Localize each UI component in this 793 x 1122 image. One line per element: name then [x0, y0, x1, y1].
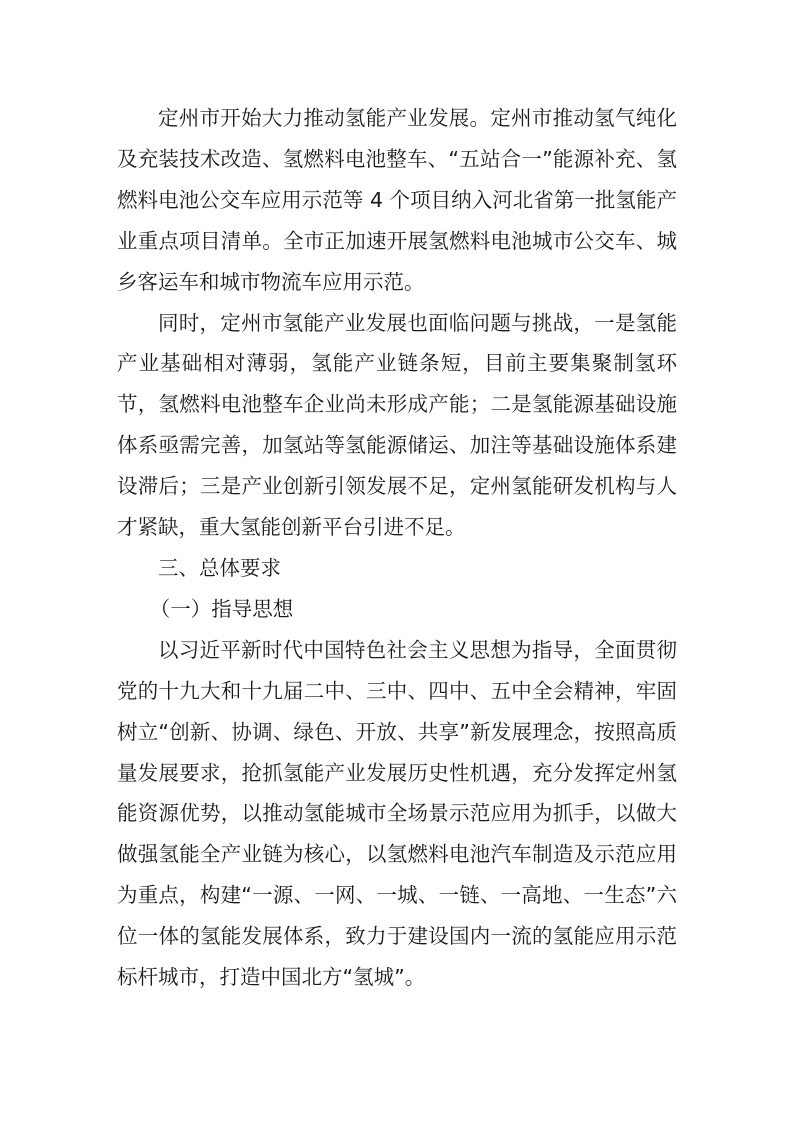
paragraph-hydrogen-development: 定州市开始大力推动氢能产业发展。定州市推动氢气纯化及充装技术改造、氢燃料电池整车、“五站合一”能源补充、氢燃料电池公交车应用示范等 4 个项目纳入河北省第一批氢能产业重点项目清单。全市正加速开展氢燃料电池城市公交车、城乡客运车和城市物流车应用示范。 [117, 106, 677, 294]
document-body [117, 98, 677, 998]
paragraph-challenges: 同时，定州市氢能产业发展也面临问题与挑战，一是氢能产业基础相对薄弱，氢能产业链条短，目前主要集聚制氢环节，氢燃料电池整车企业尚未形成产能；二是氢能源基础设施体系亟需完善，加氢站等氢能源储运、加注等基础设施体系建设滞后；三是产业创新引领发展不足，定州氢能研发机构与人才紧缺，重大氢能创新平台引进不足。 [117, 310, 677, 540]
paragraph-guiding-ideology: 以习近平新时代中国特色社会主义思想为指导，全面贯彻党的十九大和十九届二中、三中、四中、五中全会精神，牢固树立“创新、协调、绿色、开放、共享”新发展理念，按照高质量发展要求，抢抓氢能产业发展历史性机遇，充分发挥定州氢能资源优势，以推动氢能城市全场景示范应用为抓手，以做大做强氢能全产业链为核心，以氢燃料电池汽车制造及示范应用为重点，构建“一源、一网、一城、一链、一高地、一生态”六位一体的氢能发展体系，致力于建设国内一流的氢能应用示范标杆城市，打造中国北方“氢城”。 [117, 637, 677, 990]
subsection-heading: （一）指导思想 [149, 596, 294, 621]
section-heading: 三、总体要求 [158, 555, 281, 580]
